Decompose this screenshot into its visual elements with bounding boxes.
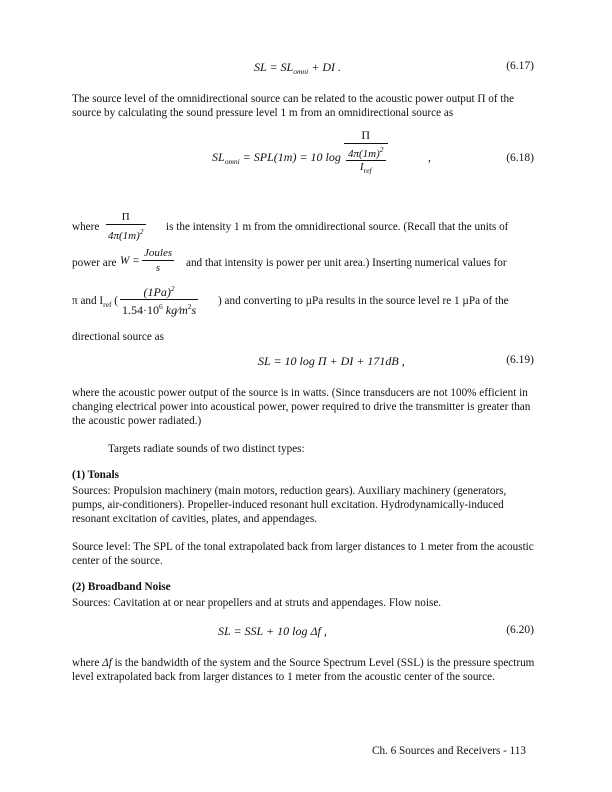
paragraph-tonal-sources: Sources: Propulsion machinery (main motors, reduction gears). Auxiliary machinery (generators, pumps, air-conditioners). Propeller-induced resonant hull excitation. Hydrodynamically-induced resonant excitation of cavities, plates, and appendages. [72,485,507,525]
equation-6-17 [72,60,540,80]
equation-6-20 [72,624,540,644]
units-fraction: Joules s [144,247,173,274]
heading-tonals: (1) Tonals [72,469,119,481]
paragraph-power-output: The source level of the omnidirectional source can be related to the acoustic power output Π of the source by calculating the sound pressure level 1 m from an omnidirectional source as [72,93,515,119]
page-footer: Ch. 6 Sources and Receivers - 113 [372,745,526,757]
paragraph-tonal-source-level: Source level: The SPL of the tonal extrapolated back from larger distances to 1 meter from the acoustic center of the source. [72,541,534,567]
heading-broadband: (2) Broadband Noise [72,581,171,593]
equation-6-18-number: (6.18) [506,152,534,164]
paragraph-pressure-line: π and $I_{ref}$ ( $\frac{(1Pa)^2}{1.54\cdot 10^6 kg⁄m^2s}$ ) and converting to µPa results in the source level re 1 µPa of the [72,284,509,317]
equation-6-18-lhs: $SL_{omni} = SPL(1m) = 10$ log [212,150,341,166]
pressure-fraction: $\frac{(1Pa)^2}{1.54\cdot 10^6 kg⁄m^2s}$ [122,284,197,317]
paragraph-units-line: power are W = Joules s and that intensity is power per unit area.) Inserting numerical values for [72,247,507,274]
equation-6-20-number: (6.20) [506,624,534,636]
paragraph-targets: Targets radiate sounds of two distinct types: [108,443,305,455]
equation-6-20-body: SL = SSL + 10 log Δf , [218,624,327,638]
paragraph-broadband-sources: Sources: Cavitation at or near propellers and at struts and appendages. Flow noise. [72,597,442,609]
paragraph-transducers: where the acoustic power output of the source is in watts. (Since transducers are not 100% efficient in changing electrical power into acoustical power, power required to drive the transmitter is greater than the acoustic power radiated.) [72,387,531,427]
equation-6-17-body: SL = $SL_{omni}$ + DI . [254,60,341,76]
intensity-fraction: $\frac{\Pi}{4\pi(1m)^2}$ [108,211,144,242]
equation-6-17-number: (6.17) [506,60,534,72]
equation-6-18-fraction: $\frac{\Pi}{\frac{4\pi(1m)^2}{I_{ref}}}$ [344,128,388,175]
equation-6-19 [72,354,540,374]
equation-6-19-body: SL = 10 log Π + DI + 171dB , [258,354,405,368]
equation-6-19-number: (6.19) [506,354,534,366]
paragraph-intensity-line: where $\frac{\Pi}{4\pi(1m)^2}$ is the intensity 1 m from the omnidirectional source. (Recall that the units of [72,211,509,242]
equation-6-18: $SL_{omni} = SPL(1m) = 10$ log $\frac{\Pi}{\frac{4\pi(1m)^2}{I_{ref}}}$ , (6.18) [212,128,534,175]
paragraph-bandwidth: where Δf is the bandwidth of the system and the Source Spectrum Level (SSL) is the pressure spectrum level extrapolated back from larger distances to 1 meter from the acoustic center of the source. [72,657,535,683]
paragraph-directional-line: directional source as [72,331,164,343]
